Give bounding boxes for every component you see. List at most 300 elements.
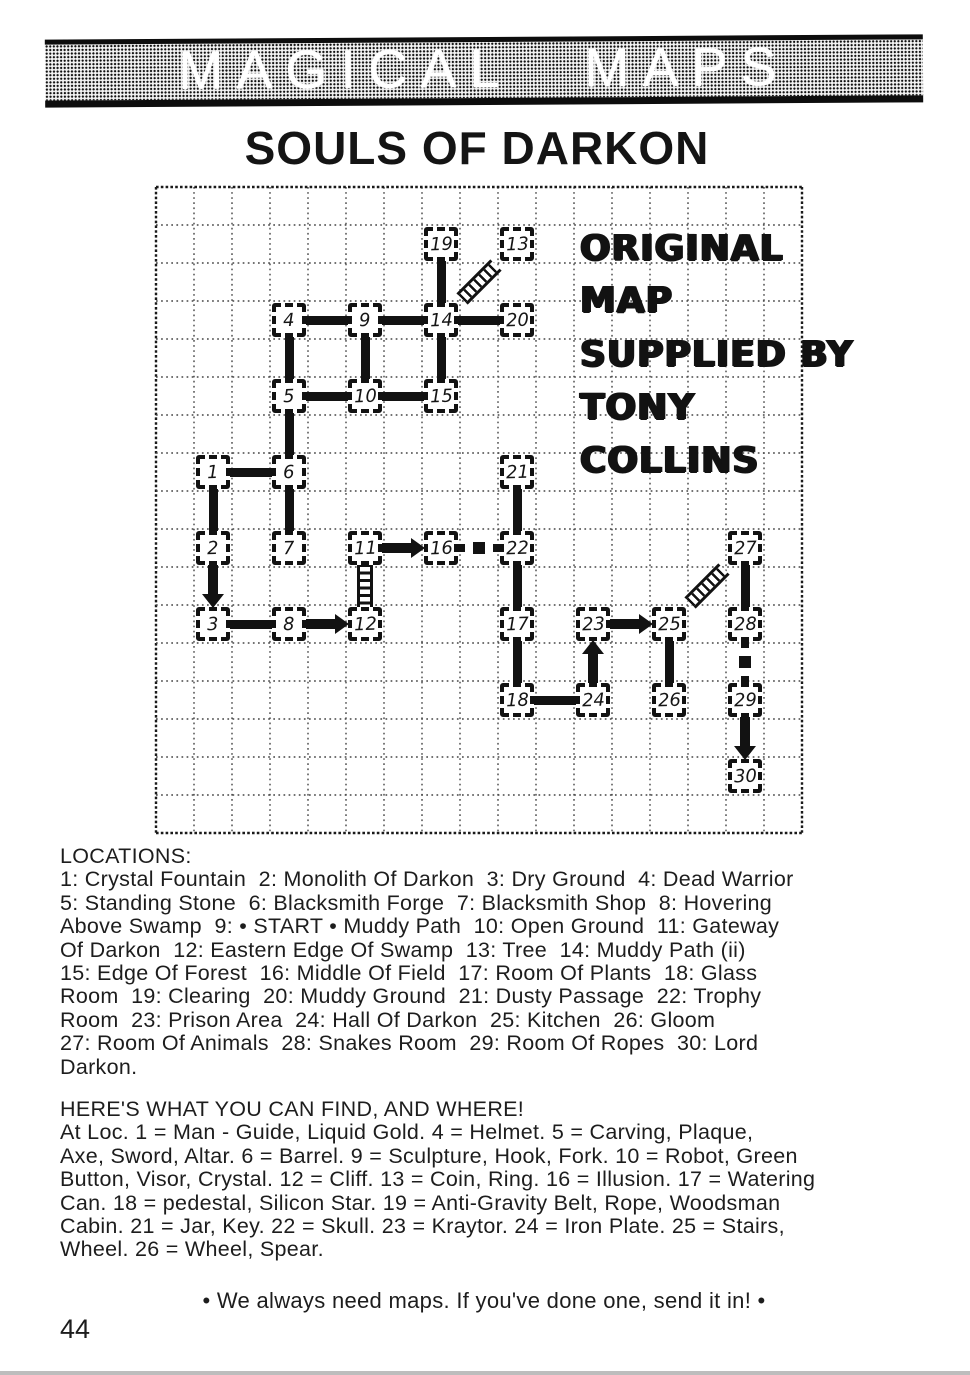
map-credit-line: SUPPLIED BY [580,334,854,375]
node-door-notch [445,560,449,565]
node-door-notch [509,531,513,536]
node-door-notch [424,236,429,240]
map-node-label: 15 [429,385,453,407]
node-door-notch [433,332,437,337]
node-door-notch [737,531,741,536]
node-door-notch [433,408,437,413]
map-node-label: 21 [505,461,529,483]
node-door-notch [681,628,686,632]
finds-section [60,1098,815,1262]
node-door-notch [521,227,525,232]
locations-heading: LOCATIONS: [60,844,192,868]
node-door-notch [509,636,513,641]
node-door-notch [357,303,361,308]
node-door-notch [728,692,733,696]
map-node-label: 18 [505,689,529,711]
node-door-notch [196,464,201,468]
node-door-notch [453,236,458,240]
node-door-notch [585,683,589,688]
node-door-notch [749,531,753,536]
node-door-notch [728,616,733,620]
node-door-notch [301,552,306,556]
node-door-notch [500,312,505,316]
map-node-4 [272,303,306,337]
map-edge-23-25-arrowhead [639,614,653,634]
node-door-notch [281,560,285,565]
node-door-notch [453,312,458,316]
map-node-15 [424,379,458,413]
map-node-11 [348,531,382,565]
node-door-notch [529,324,534,328]
map-edge-23-25 [609,619,640,629]
map-node-1 [196,455,230,489]
node-door-notch [348,400,353,404]
text-line: Axe, Sword, Altar. 6 = Barrel. 9 = Sculpture, Hook, Fork. 10 = Robot, Green [60,1143,798,1168]
node-door-notch [728,704,733,708]
node-door-notch [652,628,657,632]
node-door-notch [348,324,353,328]
node-door-notch [281,455,285,460]
node-door-notch [757,780,762,784]
node-door-notch [521,256,525,261]
text-line: Of Darkon 12: Eastern Edge Of Swamp 13: Tree 14: Muddy Path (ii) [60,937,746,962]
map-edge-11-16 [381,543,412,553]
node-door-notch [529,540,534,544]
map-node-label: 27 [733,537,757,559]
node-door-notch [272,540,277,544]
node-door-notch [529,616,534,620]
node-door-notch [357,379,361,384]
node-door-notch [377,628,382,632]
node-door-notch [453,552,458,556]
map-edge-21-22 [513,488,522,532]
map-edge-3-8 [229,620,273,629]
map-edge-5-10 [305,392,349,401]
node-door-notch [424,248,429,252]
node-door-notch [281,408,285,413]
node-door-notch [509,332,513,337]
map-edge-9-14 [381,316,425,325]
node-door-notch [272,400,277,404]
map-edge-27-28 [741,564,750,608]
node-door-notch [529,552,534,556]
node-door-notch [281,332,285,337]
node-door-notch [728,780,733,784]
map-node-label: 7 [282,537,296,559]
node-door-notch [205,636,209,641]
node-door-notch [521,683,525,688]
map-edge-16-22-block [473,542,485,554]
map-node-2 [196,531,230,565]
map-edge-2-3 [208,564,218,595]
node-door-notch [453,540,458,544]
node-door-notch [225,628,230,632]
map-credit-line: MAP [580,280,674,321]
node-door-notch [205,531,209,536]
map-edge-17-18 [513,640,522,684]
node-door-notch [500,476,505,480]
node-door-notch [301,400,306,404]
node-door-notch [293,607,297,612]
node-door-notch [500,248,505,252]
node-door-notch [737,788,741,793]
node-door-notch [293,484,297,489]
node-door-notch [348,616,353,620]
map-node-8 [272,607,306,641]
node-door-notch [205,560,209,565]
node-door-notch [293,332,297,337]
node-door-notch [500,628,505,632]
map-node-label: 14 [429,309,453,331]
node-door-notch [453,324,458,328]
node-door-notch [728,628,733,632]
node-door-notch [673,683,677,688]
node-door-notch [301,464,306,468]
node-door-notch [749,636,753,641]
node-door-notch [217,607,221,612]
map-edge-14-15 [437,336,446,380]
node-door-notch [281,303,285,308]
node-door-notch [433,379,437,384]
map-edge-1-6 [229,468,273,477]
map-node-16 [424,531,458,565]
node-door-notch [757,540,762,544]
node-door-notch [661,712,665,717]
node-door-notch [225,616,230,620]
node-door-notch [217,455,221,460]
map-node-7 [272,531,306,565]
map-node-label: 25 [657,613,681,635]
node-door-notch [433,303,437,308]
map-edge-24-23-arrowhead [582,640,604,654]
node-door-notch [293,303,297,308]
node-door-notch [757,616,762,620]
node-door-notch [281,636,285,641]
node-door-notch [576,704,581,708]
node-door-notch [673,712,677,717]
map-node-14 [424,303,458,337]
node-door-notch [453,400,458,404]
node-door-notch [196,540,201,544]
node-door-notch [272,312,277,316]
node-door-notch [445,379,449,384]
node-door-notch [281,607,285,612]
node-door-notch [757,692,762,696]
node-door-notch [445,256,449,261]
node-door-notch [737,636,741,641]
node-door-notch [301,388,306,392]
node-door-notch [301,324,306,328]
map-edge-24-23 [588,652,598,684]
map-edge-5-6 [285,412,294,456]
map-node-label: 6 [282,461,296,483]
banner-title: MAGICAL MAPS [178,37,790,101]
node-door-notch [377,400,382,404]
node-door-notch [272,476,277,480]
node-door-notch [357,560,361,565]
map-node-9 [348,303,382,337]
text-line: Wheel. 26 = Wheel, Spear. [60,1237,324,1262]
map-edge-8-12 [305,619,336,629]
node-door-notch [445,303,449,308]
node-door-notch [529,312,534,316]
map-node-17 [500,607,534,641]
map-edge-29-30-arrowhead [734,746,756,760]
map-node-6 [272,455,306,489]
node-door-notch [196,628,201,632]
node-door-notch [196,616,201,620]
node-door-notch [272,616,277,620]
map-edge-18-24 [533,696,577,705]
map-edge-28-29-stub [741,640,749,648]
map-node-label: 17 [505,613,529,635]
map-node-13 [500,227,534,261]
node-door-notch [433,227,437,232]
map-edge-11-12-ladder [357,564,373,608]
map-node-24 [576,683,610,717]
map-node-label: 10 [353,385,377,407]
node-door-notch [605,704,610,708]
map-edge-4-9 [305,316,349,325]
node-door-notch [521,332,525,337]
map-node-10 [348,379,382,413]
node-door-notch [673,607,677,612]
node-door-notch [357,607,361,612]
node-door-notch [500,704,505,708]
map-edge-4-5 [285,336,294,380]
node-door-notch [500,236,505,240]
map-node-label: 3 [206,613,220,635]
map-node-25 [652,607,686,641]
node-door-notch [728,768,733,772]
node-door-notch [377,312,382,316]
map-edge-9-10 [361,336,370,380]
text-line: At Loc. 1 = Man - Guide, Liquid Gold. 4 = Helmet. 5 = Carving, Plaque, [60,1120,754,1145]
map-edge-25-26 [665,640,674,684]
node-door-notch [424,388,429,392]
map-node-19 [424,227,458,261]
node-door-notch [445,531,449,536]
map-node-label: 26 [657,689,681,711]
node-door-notch [521,303,525,308]
node-door-notch [509,683,513,688]
node-door-notch [348,628,353,632]
node-door-notch [652,692,657,696]
node-door-notch [293,560,297,565]
map-credit-line: ORIGINAL [580,228,784,269]
map-node-label: 28 [733,613,757,635]
map-node-label: 22 [505,537,529,559]
node-door-notch [500,692,505,696]
node-door-notch [576,616,581,620]
node-door-notch [369,636,373,641]
node-door-notch [605,692,610,696]
node-door-notch [605,628,610,632]
map-node-3 [196,607,230,641]
node-door-notch [509,303,513,308]
node-door-notch [500,616,505,620]
node-door-notch [529,236,534,240]
node-door-notch [521,531,525,536]
map-edge-22-17 [513,564,522,608]
node-door-notch [500,324,505,328]
map-node-12 [348,607,382,641]
text-line: Cabin. 21 = Jar, Key. 22 = Skull. 23 = Kraytor. 24 = Iron Plate. 25 = Stairs, [60,1214,785,1239]
node-door-notch [453,248,458,252]
node-door-notch [521,636,525,641]
node-door-notch [357,531,361,536]
node-door-notch [217,560,221,565]
map-node-label: 20 [505,309,529,331]
node-door-notch [433,256,437,261]
node-door-notch [281,484,285,489]
node-door-notch [521,607,525,612]
node-door-notch [377,324,382,328]
node-door-notch [597,712,601,717]
node-door-notch [605,616,610,620]
node-door-notch [424,400,429,404]
node-door-notch [661,607,665,612]
node-door-notch [509,455,513,460]
map-node-label: 9 [358,309,372,331]
node-door-notch [509,712,513,717]
node-door-notch [757,704,762,708]
node-door-notch [728,552,733,556]
map-node-28 [728,607,762,641]
node-door-notch [749,683,753,688]
locations-section [60,845,794,1079]
node-door-notch [293,455,297,460]
map-canvas [156,187,854,833]
node-door-notch [585,712,589,717]
node-door-notch [225,464,230,468]
node-door-notch [585,607,589,612]
node-door-notch [661,636,665,641]
map-node-26 [652,683,686,717]
node-door-notch [369,303,373,308]
node-door-notch [661,683,665,688]
node-door-notch [529,476,534,480]
footer-note: • We always need maps. If you've done one, send it in! • [202,1288,766,1313]
map-node-5 [272,379,306,413]
node-door-notch [509,484,513,489]
text-line: Room 23: Prison Area 24: Hall Of Darkon 25: Kitchen 26: Gloom [60,1007,716,1032]
node-door-notch [737,607,741,612]
node-door-notch [681,692,686,696]
node-door-notch [225,540,230,544]
node-door-notch [272,552,277,556]
node-door-notch [369,607,373,612]
map-edge-2-3-arrowhead [202,594,224,608]
node-door-notch [357,332,361,337]
node-door-notch [597,607,601,612]
node-door-notch [196,476,201,480]
node-door-notch [348,388,353,392]
node-door-notch [749,759,753,764]
map-edge-29-30 [740,716,750,747]
text-line: Above Swamp 9: • START • Muddy Path 10: Open Ground 11: Gateway [60,914,780,939]
node-door-notch [521,484,525,489]
node-door-notch [757,628,762,632]
map-node-label: 12 [353,613,377,635]
node-door-notch [500,552,505,556]
map-edge-14-20 [457,316,501,325]
locations-text [60,868,794,1079]
map-node-27 [728,531,762,565]
node-door-notch [377,388,382,392]
map-edge-10-15 [381,392,425,401]
node-door-notch [301,616,306,620]
node-door-notch [500,464,505,468]
text-line: 1: Crystal Fountain 2: Monolith Of Darkon 3: Dry Ground 4: Dead Warrior [60,867,794,892]
node-door-notch [272,628,277,632]
node-door-notch [597,683,601,688]
map-edge-1-2 [209,488,218,532]
map-node-23 [576,607,610,641]
map-node-22 [500,531,534,565]
node-door-notch [529,704,534,708]
node-door-notch [281,531,285,536]
node-door-notch [225,476,230,480]
node-door-notch [424,324,429,328]
text-line: 15: Edge Of Forest 16: Middle Of Field 17: Room Of Plants 18: Glass [60,961,758,986]
node-door-notch [529,464,534,468]
node-door-notch [196,552,201,556]
node-door-notch [681,616,686,620]
map-node-label: 29 [733,689,757,711]
section-banner [45,34,923,107]
node-door-notch [749,712,753,717]
node-door-notch [217,531,221,536]
node-door-notch [293,379,297,384]
map-credit-line: TONY [580,387,696,428]
map-node-label: 24 [581,689,605,711]
node-door-notch [301,312,306,316]
node-door-notch [757,552,762,556]
node-door-notch [529,692,534,696]
node-door-notch [500,540,505,544]
map-node-label: 11 [353,537,377,559]
node-door-notch [576,692,581,696]
node-door-notch [521,560,525,565]
node-door-notch [424,312,429,316]
node-door-notch [737,683,741,688]
node-door-notch [749,607,753,612]
node-door-notch [301,476,306,480]
node-door-notch [453,388,458,392]
node-door-notch [301,540,306,544]
node-door-notch [757,768,762,772]
node-door-notch [369,332,373,337]
map-node-label: 5 [282,385,296,407]
node-door-notch [217,636,221,641]
node-door-notch [348,312,353,316]
node-door-notch [509,256,513,261]
node-door-notch [377,616,382,620]
node-door-notch [681,704,686,708]
node-door-notch [749,788,753,793]
finds-heading: HERE'S WHAT YOU CAN FIND, AND WHERE! [60,1097,525,1121]
node-door-notch [737,712,741,717]
map-node-20 [500,303,534,337]
map-edge-16-22-stub [457,544,465,552]
node-door-notch [529,248,534,252]
node-door-notch [272,388,277,392]
map-node-18 [500,683,534,717]
node-door-notch [433,560,437,565]
node-door-notch [369,379,373,384]
node-door-notch [348,552,353,556]
